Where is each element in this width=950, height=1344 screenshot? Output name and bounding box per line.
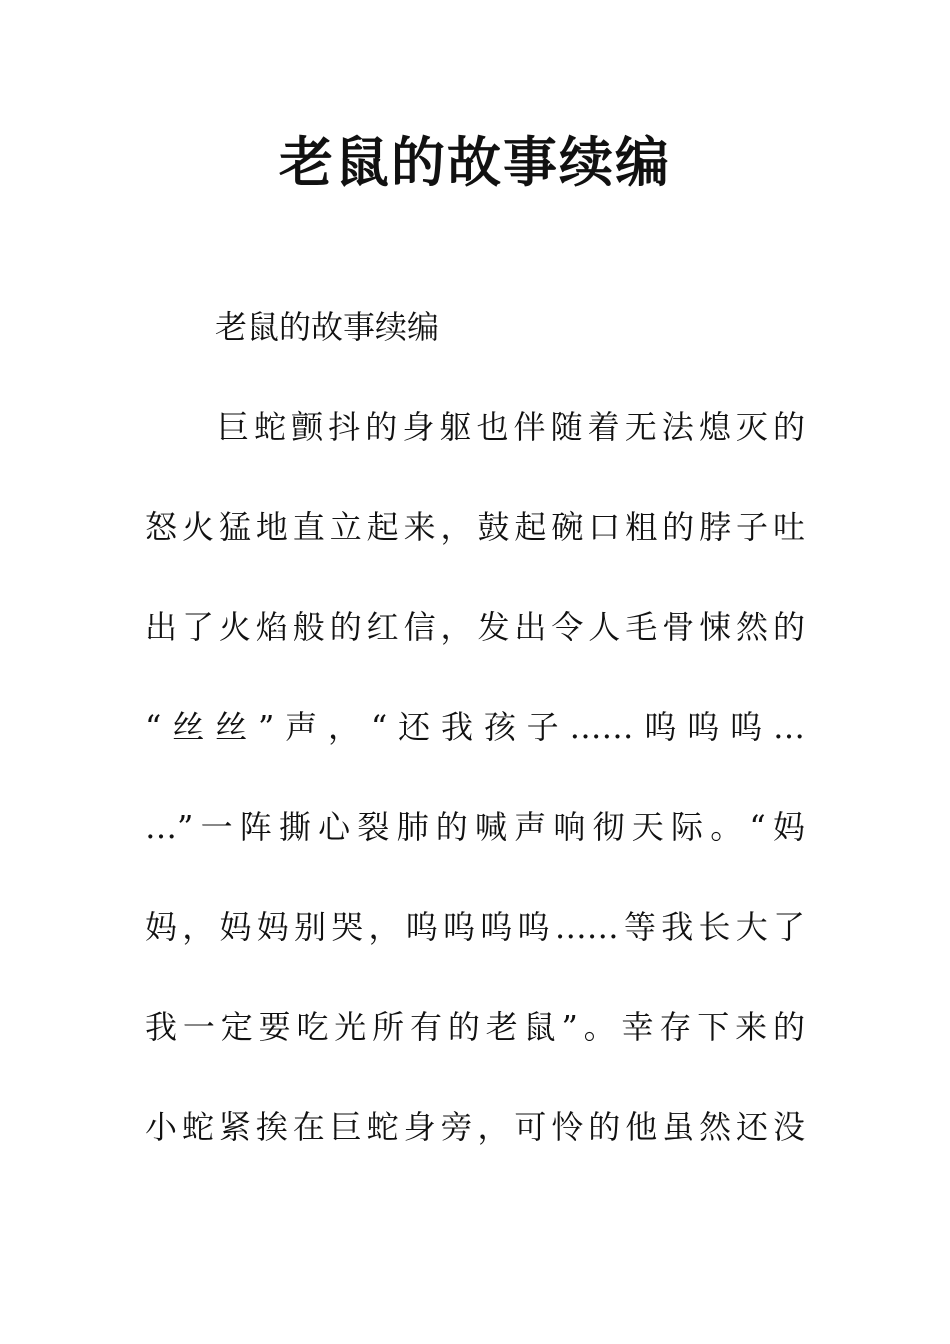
body-line: 我一定要吃光所有的老鼠”。幸存下来的 bbox=[145, 1008, 805, 1046]
body-line: 出了火焰般的红信，发出令人毛骨悚然的 bbox=[145, 608, 805, 646]
article-subheading: 老鼠的故事续编 bbox=[215, 308, 440, 346]
body-line: …”一阵撕心裂肺的喊声响彻天际。“妈 bbox=[145, 808, 805, 846]
body-line: 巨蛇颤抖的身躯也伴随着无法熄灭的 bbox=[217, 408, 805, 446]
body-line: 妈，妈妈别哭，呜呜呜呜……等我长大了 bbox=[145, 908, 805, 946]
body-line: 怒火猛地直立起来，鼓起碗口粗的脖子吐 bbox=[145, 508, 805, 546]
body-line: 小蛇紧挨在巨蛇身旁，可怜的他虽然还没 bbox=[145, 1108, 805, 1146]
body-line: “丝丝”声，“还我孩子……呜呜呜… bbox=[145, 708, 805, 746]
article-body bbox=[145, 397, 805, 1197]
document-title: 老鼠的故事续编 bbox=[279, 131, 671, 194]
